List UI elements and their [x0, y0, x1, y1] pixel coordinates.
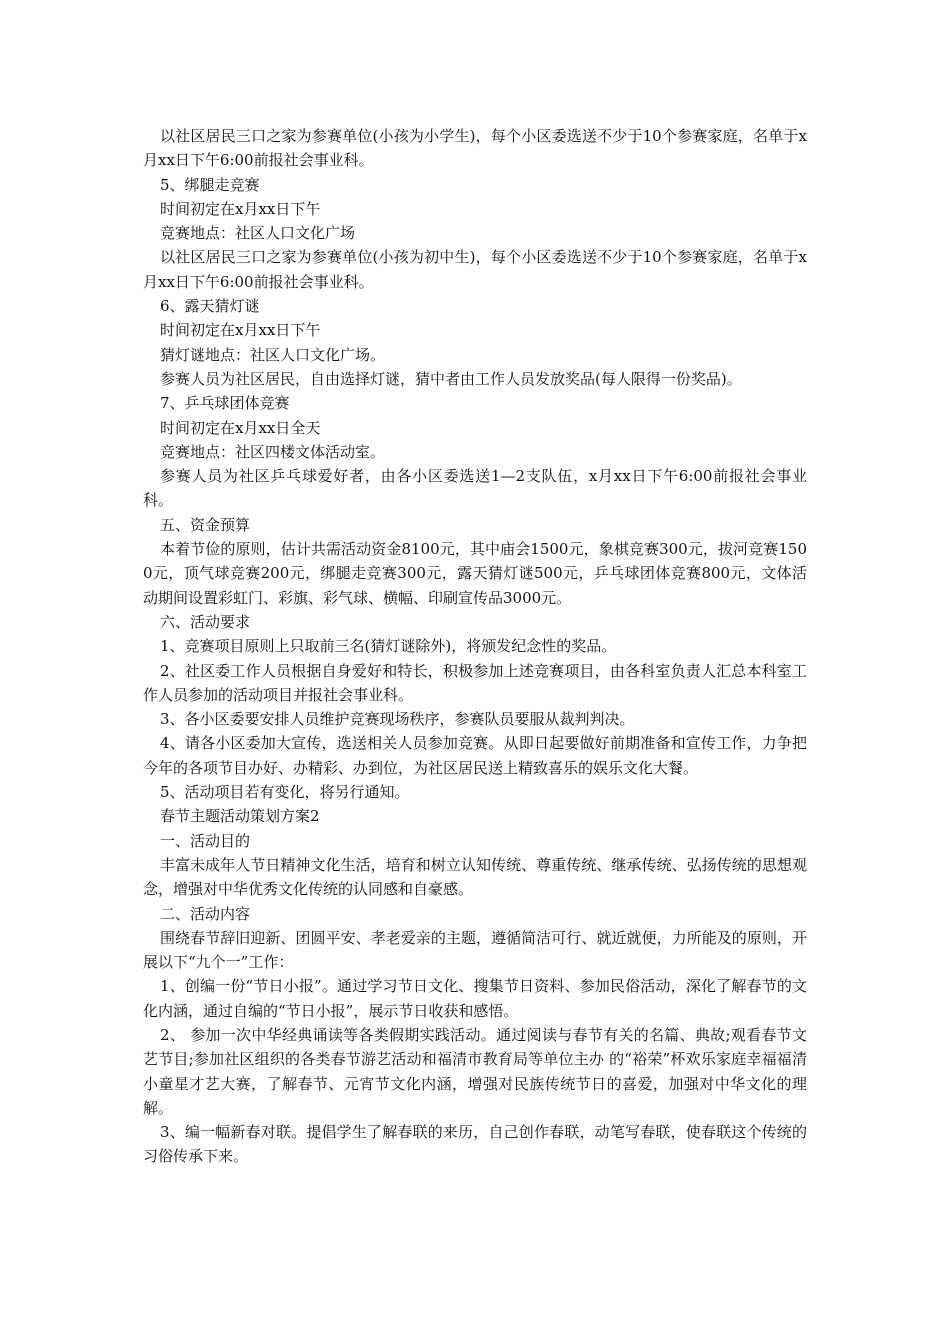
paragraph: 竞赛地点：社区人口文化广场: [160, 224, 356, 243]
paragraph: 2、 参加一次中华经典诵读等各类假期实践活动。通过阅读与春节有关的名篇、典故;观看春节文艺节目;参加社区组织的各类春节游艺活动和福清市教育局等单位主办 的“裕荣”杯欢乐家庭幸福福清小童星才艺大赛，了解春节、元宵节文化内涵，增强对民族传统节日的喜爱，加强对中华文化的理解。: [143, 1025, 807, 1117]
section-heading: 一、活动目的: [160, 831, 251, 850]
section-heading: 五、资金预算: [160, 515, 251, 534]
paragraph: 3、编一幅新春对联。提倡学生了解春联的来历，自己创作春联，动笔写春联，使春联这个传统的习俗传承下来。: [143, 1123, 807, 1166]
paragraph: 以社区居民三口之家为参赛单位(小孩为初中生)，每个小区委选送不少于10个参赛家庭，名单于x月xx日下午6:00前报社会事业科。: [143, 248, 807, 291]
paragraph: 1、创编一份“节日小报”。通过学习节日文化、搜集节日资料、参加民俗活动，深化了解春节的文化内涵，通过自编的“节日小报”，展示节日收获和感悟。: [143, 977, 807, 1020]
paragraph: 5、活动项目若有变化，将另行通知。: [160, 783, 410, 802]
paragraph: 2、社区委工作人员根据自身爱好和特长，积极参加上述竞赛项目，由各科室负责人汇总本科室工作人员参加的活动项目并报社会事业科。: [143, 661, 807, 704]
paragraph: 时间初定在x月xx日下午: [160, 199, 321, 218]
paragraph: 以社区居民三口之家为参赛单位(小孩为小学生)，每个小区委选送不少于10个参赛家庭，名单于x月xx日下午6:00前报社会事业科。: [143, 127, 807, 170]
paragraph: 时间初定在x月xx日全天: [160, 418, 321, 437]
section-heading: 7、乒乓球团体竞赛: [160, 394, 290, 413]
section-heading: 5、绑腿走竞赛: [160, 175, 260, 194]
section-heading: 二、活动内容: [160, 904, 251, 923]
paragraph: 参赛人员为社区居民，自由选择灯谜，猜中者由工作人员发放奖品(每人限得一份奖品)。: [160, 369, 742, 388]
paragraph: 本着节俭的原则，估计共需活动资金8100元，其中庙会1500元，象棋竞赛300元，拔河竞赛1500元，顶气球竞赛200元，绑腿走竞赛300元，露天猜灯谜500元，乒乓球团体竞赛800元，文体活动期间设置彩虹门、彩旗、彩气球、横幅、印刷宣传品3000元。: [143, 540, 807, 607]
paragraph: 时间初定在x月xx日下午: [160, 321, 321, 340]
section-heading: 6、露天猜灯谜: [160, 297, 260, 316]
paragraph: 围绕春节辞旧迎新、团圆平安、孝老爱亲的主题，遵循简洁可行、就近就便，力所能及的原则，开展以下“九个一”工作：: [143, 928, 807, 972]
document-body: [143, 124, 807, 1169]
paragraph: 4、请各小区委加大宣传，选送相关人员参加竞赛。从即日起要做好前期准备和宣传工作，力争把今年的各项节目办好、办精彩、办到位，为社区居民送上精致喜乐的娱乐文化大餐。: [143, 734, 807, 777]
paragraph: 猜灯谜地点：社区人口文化广场。: [160, 345, 386, 364]
section-heading: 六、活动要求: [160, 612, 251, 631]
paragraph: 1、竞赛项目原则上只取前三名(猜灯谜除外)，将颁发纪念性的奖品。: [160, 637, 617, 656]
paragraph: 竞赛地点：社区四楼文体活动室。: [160, 442, 386, 461]
paragraph: 3、各小区委要安排人员维护竞赛现场秩序，参赛队员要服从裁判判决。: [160, 710, 635, 729]
paragraph: 参赛人员为社区乒乓球爱好者，由各小区委选送1—2支队伍，x月xx日下午6:00前报社会事业科。: [143, 467, 807, 510]
paragraph: 丰富未成年人节日精神文化生活，培育和树立认知传统、尊重传统、继承传统、弘扬传统的思想观念，增强对中华优秀文化传统的认同感和自豪感。: [143, 855, 807, 899]
document-title: 春节主题活动策划方案2: [160, 807, 320, 826]
